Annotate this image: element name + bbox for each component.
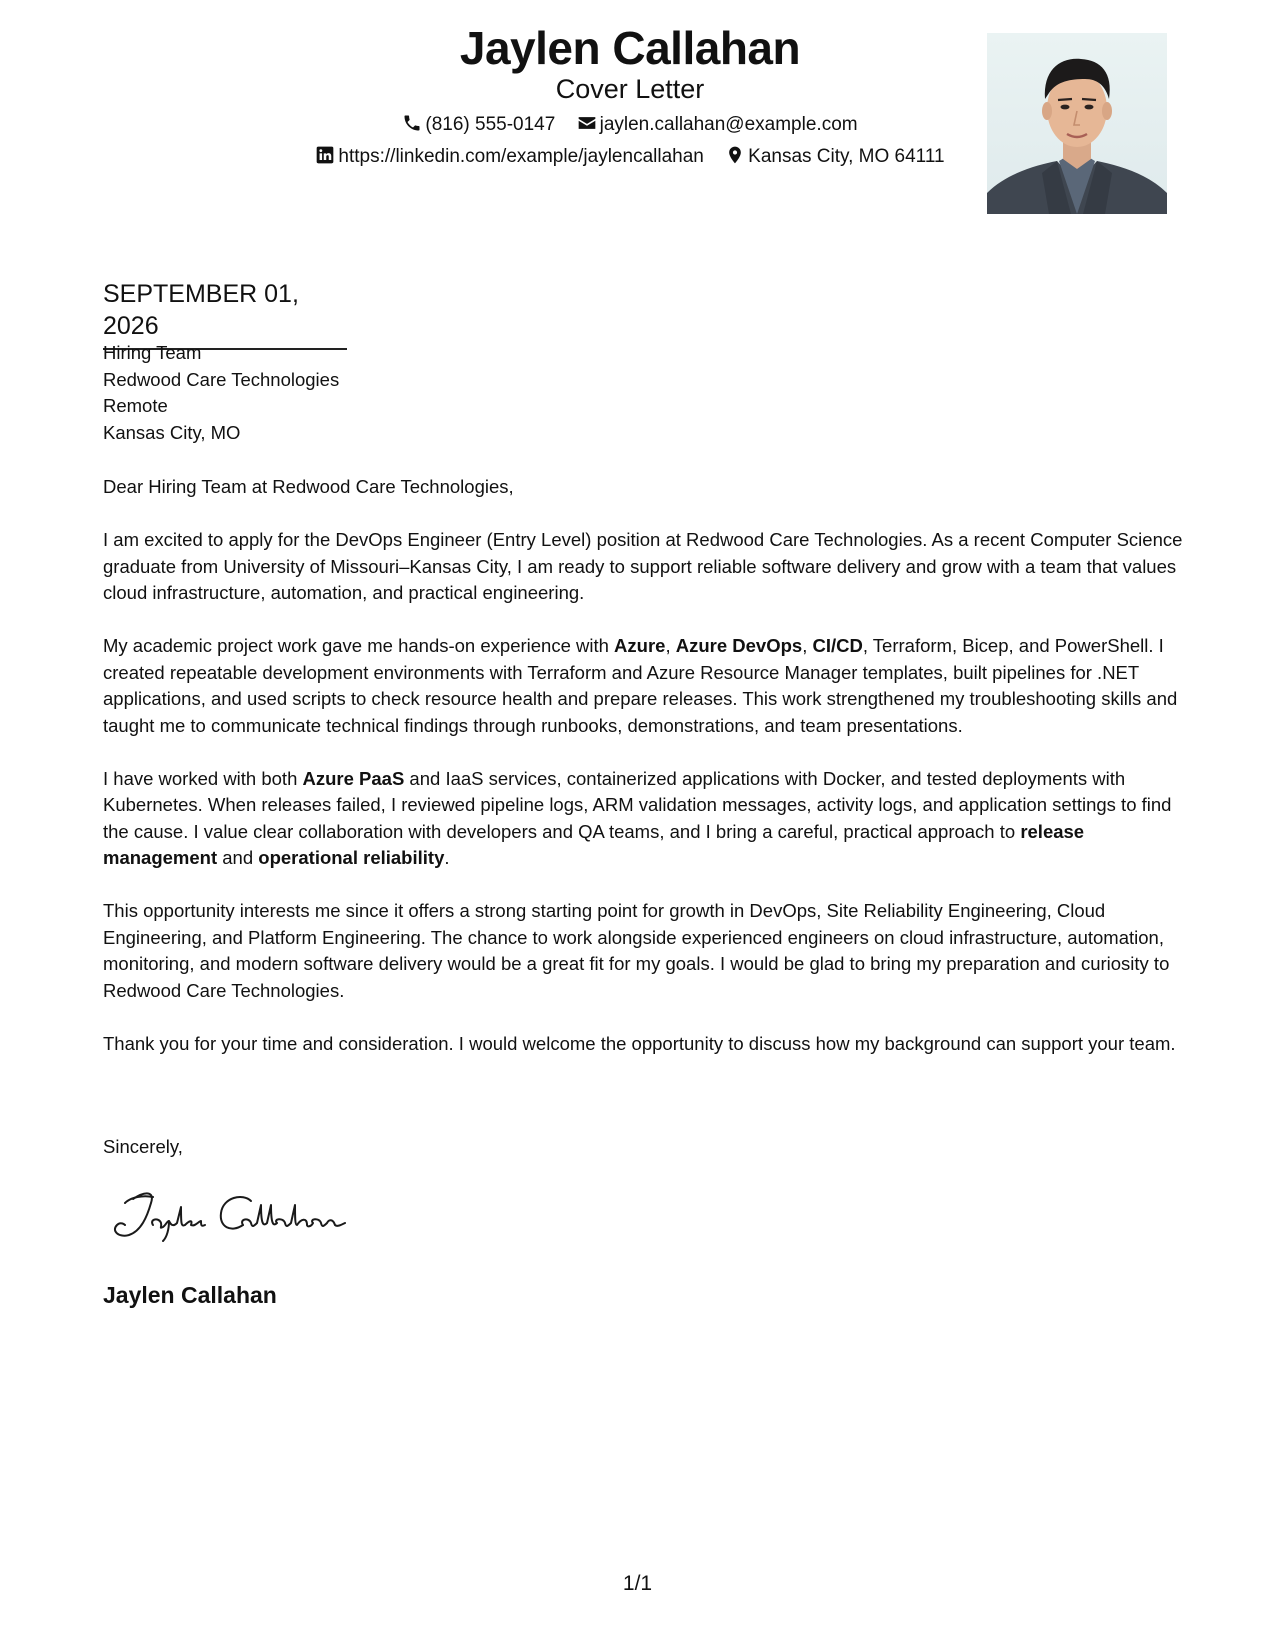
phone-icon [402,113,422,133]
envelope-icon [577,113,597,133]
location-contact [725,144,944,170]
handwritten-signature [103,1185,363,1245]
recipient-block [103,340,339,446]
recipient-line: Remote [103,395,168,416]
linkedin-icon [315,145,335,165]
recipient-location: Kansas City, MO [103,421,241,443]
phone-contact[interactable] [402,112,555,138]
paragraph-motivation: This opportunity interests me since it offers a strong starting point for growth in DevOps, Site Reliability Engineering, Cloud Engineering, and Platform Engineering. The chance to work alongside experienced engineers on cloud infrastructure, automation, monitoring, and modern software delivery would be a great fit for my goals. I would be glad to bring my preparation and curiosity to Redwood Care Technologies. [103,900,1170,1001]
email-contact[interactable] [577,112,858,138]
paragraph-skills: I have worked with both Azure PaaS and IaaS services, containerized applications with Docker, and tested deployments with Kubernetes. When releases failed, I reviewed pipeline logs, ARM validation messages, activity logs, and application settings to find the cause. I value clear collaboration with developers and QA teams, and I bring a careful, practical approach to release management and operational reliability. [103,767,1172,868]
paragraph-experience: My academic project work gave me hands-on experience with Azure, Azure DevOps, CI/CD, Terraform, Bicep, and PowerShell. I created repeatable development environments with Terraform and Azure Resource Manager templates, built pipelines for .NET applications, and used scripts to check resource health and prepare releases. This work strengthened my troubleshooting skills and taught me to communicate technical findings through runbooks, demonstrations, and team presentations. [103,635,1178,736]
paragraph-thanks: Thank you for your time and consideration. I would welcome the opportunity to discuss how my background can support your team. [103,1032,1176,1054]
document-type: Cover Letter [555,74,705,104]
profile-photo [987,33,1167,214]
email-text: jaylen.callahan@example.com [599,114,858,135]
letter-body [103,474,1183,1084]
salutation: Dear Hiring Team at Redwood Care Technologies, [103,476,514,497]
recipient-line: Hiring Team [103,342,202,363]
location-text: Kansas City, MO 64111 [748,146,945,167]
closing: Sincerely, [103,1136,183,1157]
linkedin-text: https://linkedin.com/example/jaylencallahan [338,146,704,167]
linkedin-contact[interactable] [315,144,703,170]
paragraph-intro: I am excited to apply for the DevOps Engineer (Entry Level) position at Redwood Care Technologies. As a recent Computer Science graduate from University of Missouri–Kansas City, I am ready to support reliable software delivery and grow with a team that values cloud infrastructure, automation, and practical engineering. [103,529,1183,603]
page-number: 1/1 [622,1572,653,1595]
applicant-name: Jaylen Callahan [459,22,801,74]
recipient-company: Redwood Care Technologies [103,368,340,390]
map-marker-icon [725,145,745,165]
letter-date: SEPTEMBER 01, 2026 [103,278,347,350]
phone-text: (816) 555-0147 [425,114,556,135]
signer-name: Jaylen Callahan [103,1282,277,1308]
